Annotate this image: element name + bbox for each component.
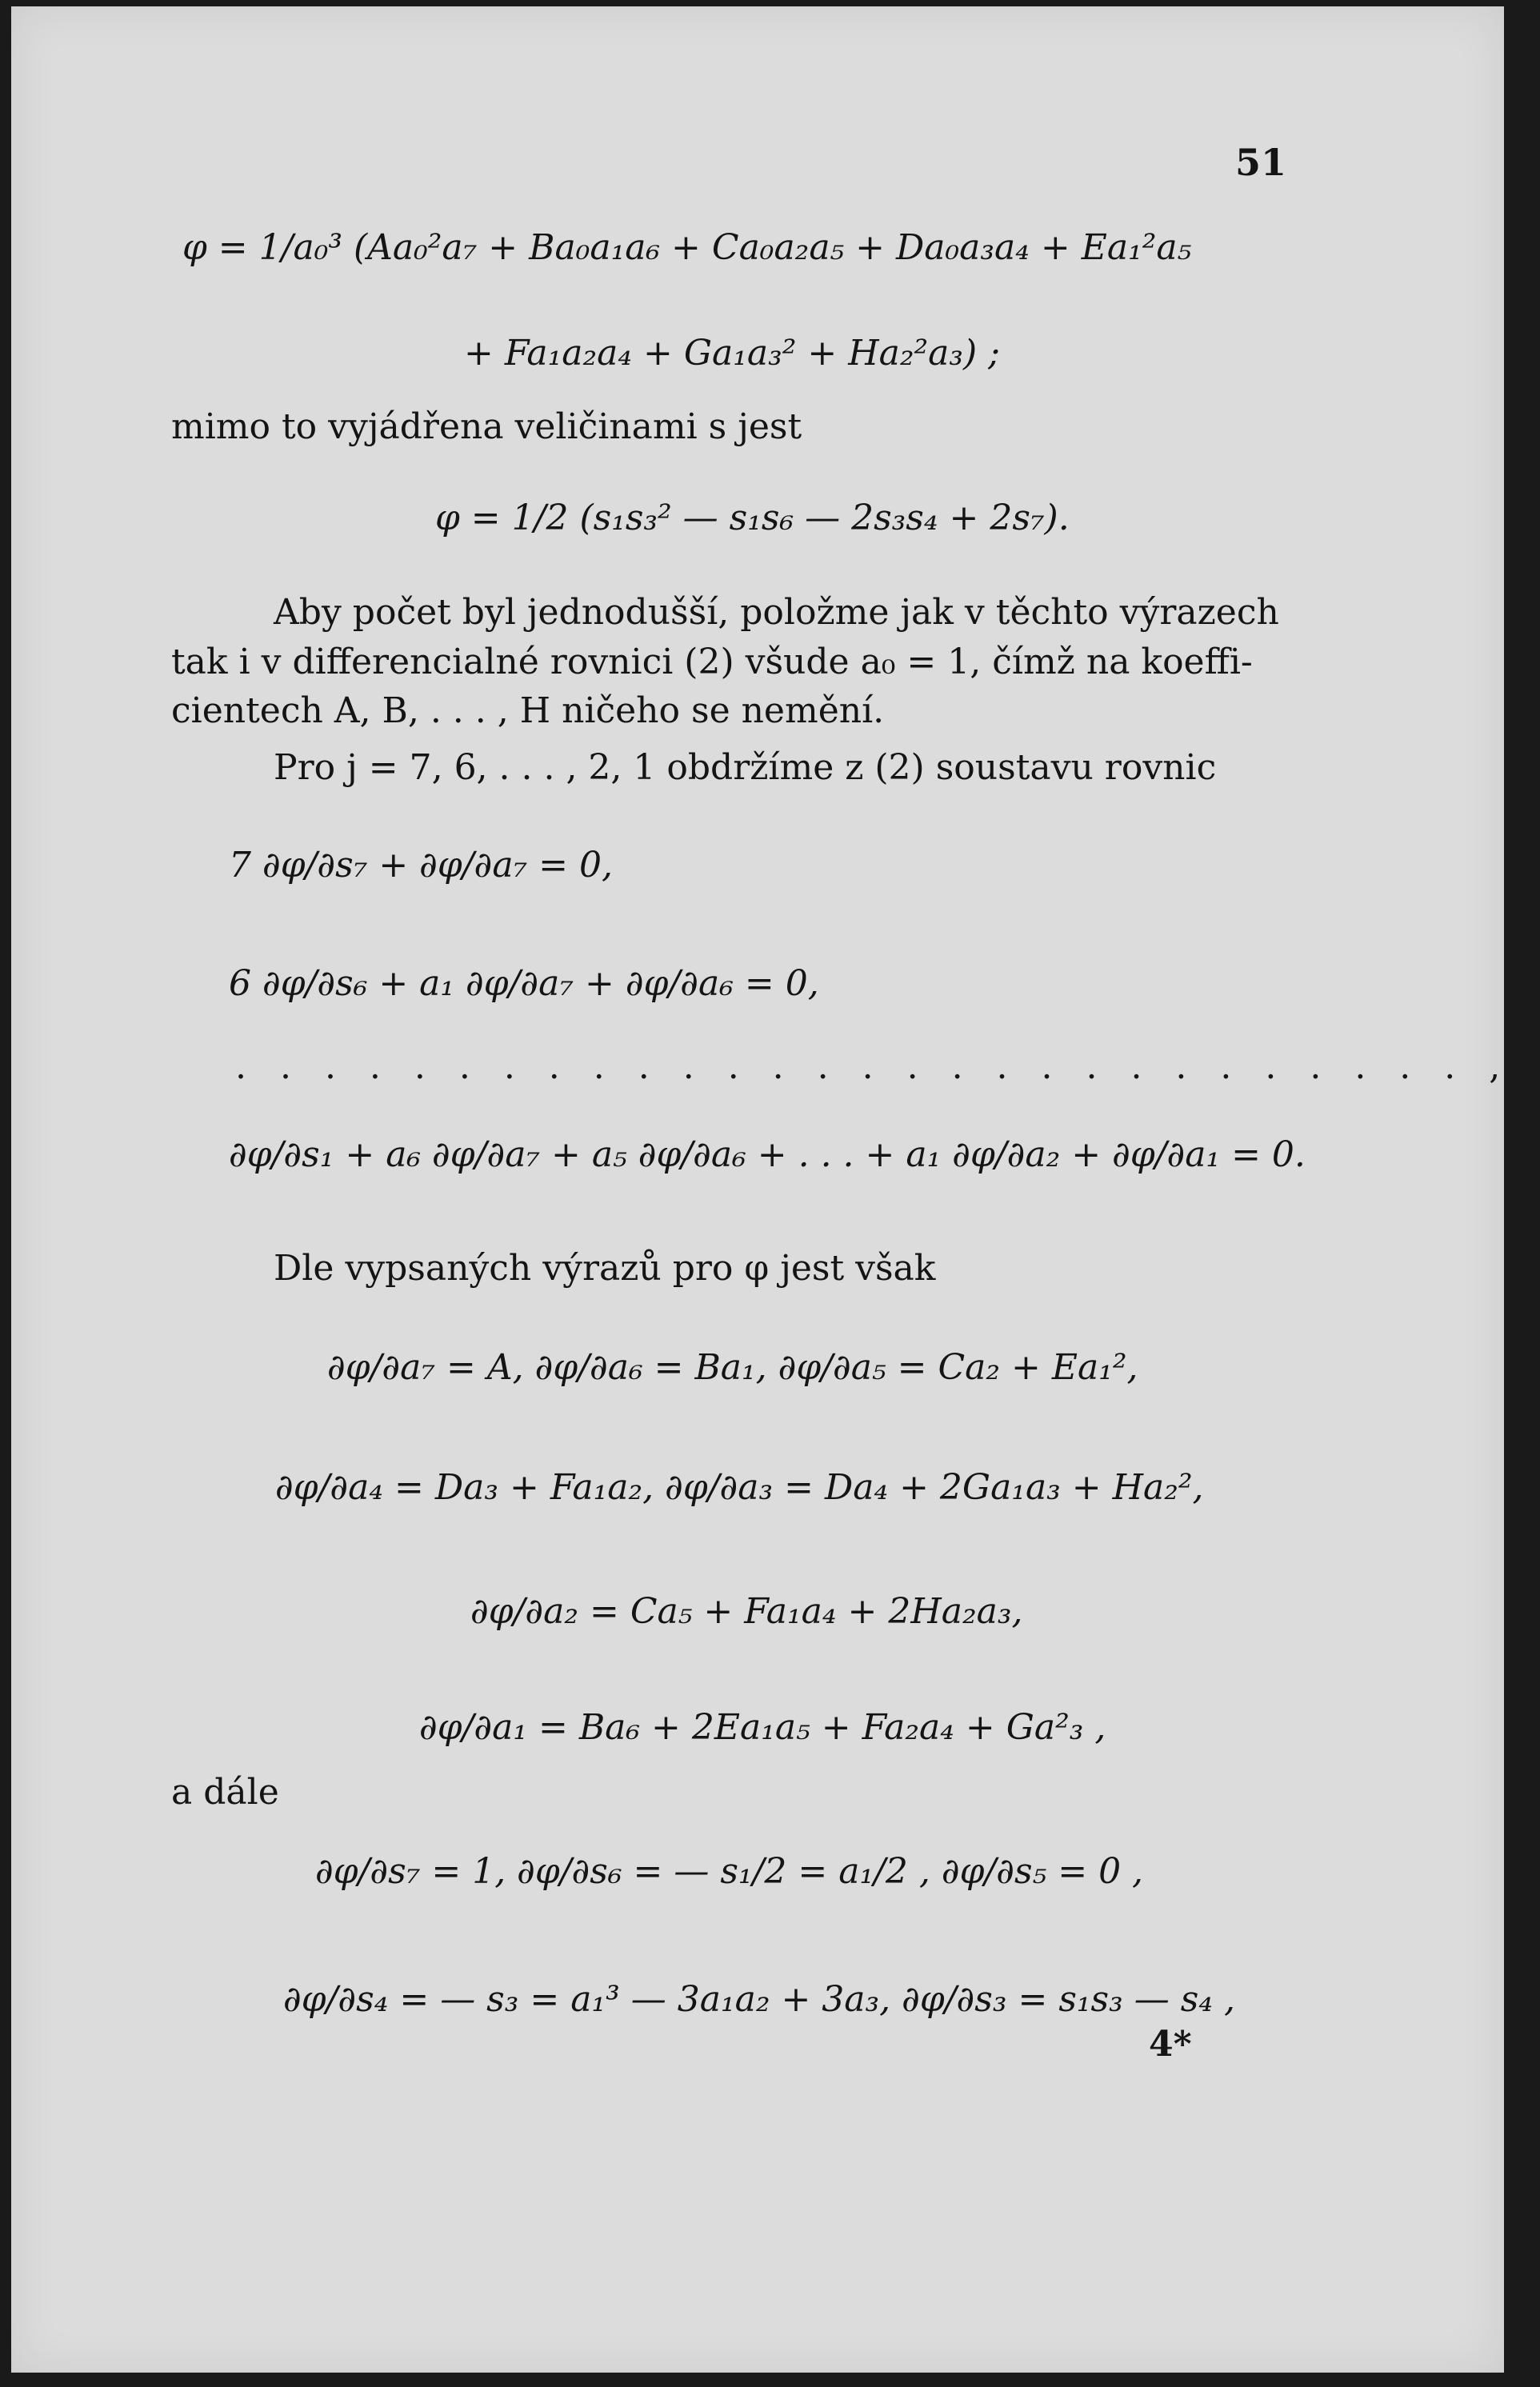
paragraph-line-1: Aby počet byl jednodušší, položme jak v těchto výrazech <box>274 592 1279 633</box>
paragraph-line-4: Pro j = 7, 6, . . . , 2, 1 obdržíme z (2) soustavu rovnic <box>274 747 1217 788</box>
system-equation-last: ∂φ/∂s₁ + a₆ ∂φ/∂a₇ + a₅ ∂φ/∂a₆ + . . . + a₁ ∂φ/∂a₂ + ∂φ/∂a₁ = 0. <box>229 1134 1306 1175</box>
text-a-dale: a dále <box>171 1772 279 1813</box>
text-mimo: mimo to vyjádřena veličinami s jest <box>171 406 802 447</box>
s-derivative-row-1: ∂φ/∂s₇ = 1, ∂φ/∂s₆ = — s₁/2 = a₁/2 , ∂φ/∂s₅ = 0 , <box>315 1851 1144 1892</box>
derivative-row-3: ∂φ/∂a₂ = Ca₅ + Fa₁a₄ + 2Ha₂a₃, <box>470 1591 1023 1632</box>
system-ellipsis-row: . . . . . . . . . . . . . . . . . . . . . . . . . . . . , <box>235 1046 1512 1087</box>
derivative-row-4: ∂φ/∂a₁ = Ba₆ + 2Ea₁a₅ + Fa₂a₄ + Ga²₃ , <box>419 1707 1106 1748</box>
derivative-row-1: ∂φ/∂a₇ = A, ∂φ/∂a₆ = Ba₁, ∂φ/∂a₅ = Ca₂ + Ea₁², <box>327 1347 1138 1388</box>
page-number: 51 <box>1235 141 1287 184</box>
document-page <box>11 6 1512 2373</box>
equation-phi-line-1: φ = 1/a₀³ (Aa₀²a₇ + Ba₀a₁a₆ + Ca₀a₂a₅ + Da₀a₃a₄ + Ea₁²a₅ <box>182 227 1192 268</box>
derivative-row-2: ∂φ/∂a₄ = Da₃ + Fa₁a₂, ∂φ/∂a₃ = Da₄ + 2Ga₁a₃ + Ha₂², <box>275 1467 1204 1508</box>
equation-phi-s: φ = 1/2 (s₁s₃² — s₁s₆ — 2s₃s₄ + 2s₇). <box>435 498 1070 538</box>
text-dle: Dle vypsaných výrazů pro φ jest však <box>274 1248 936 1289</box>
paragraph-line-2: tak i v differencialné rovnici (2) všude a₀ = 1, čímž na koeffi- <box>171 642 1253 682</box>
system-equation-1: 7 ∂φ/∂s₇ + ∂φ/∂a₇ = 0, <box>229 845 614 886</box>
signature-mark: 4* <box>1149 2024 1192 2065</box>
paragraph-line-3: cientech A, B, . . . , H ničeho se nemění. <box>171 690 885 731</box>
system-equation-2: 6 ∂φ/∂s₆ + a₁ ∂φ/∂a₇ + ∂φ/∂a₆ = 0, <box>229 963 819 1004</box>
s-derivative-row-2: ∂φ/∂s₄ = — s₃ = a₁³ — 3a₁a₂ + 3a₃, ∂φ/∂s₃ = s₁s₃ — s₄ , <box>283 1979 1235 2020</box>
equation-phi-line-2: + Fa₁a₂a₄ + Ga₁a₃² + Ha₂²a₃) ; <box>464 333 1000 374</box>
